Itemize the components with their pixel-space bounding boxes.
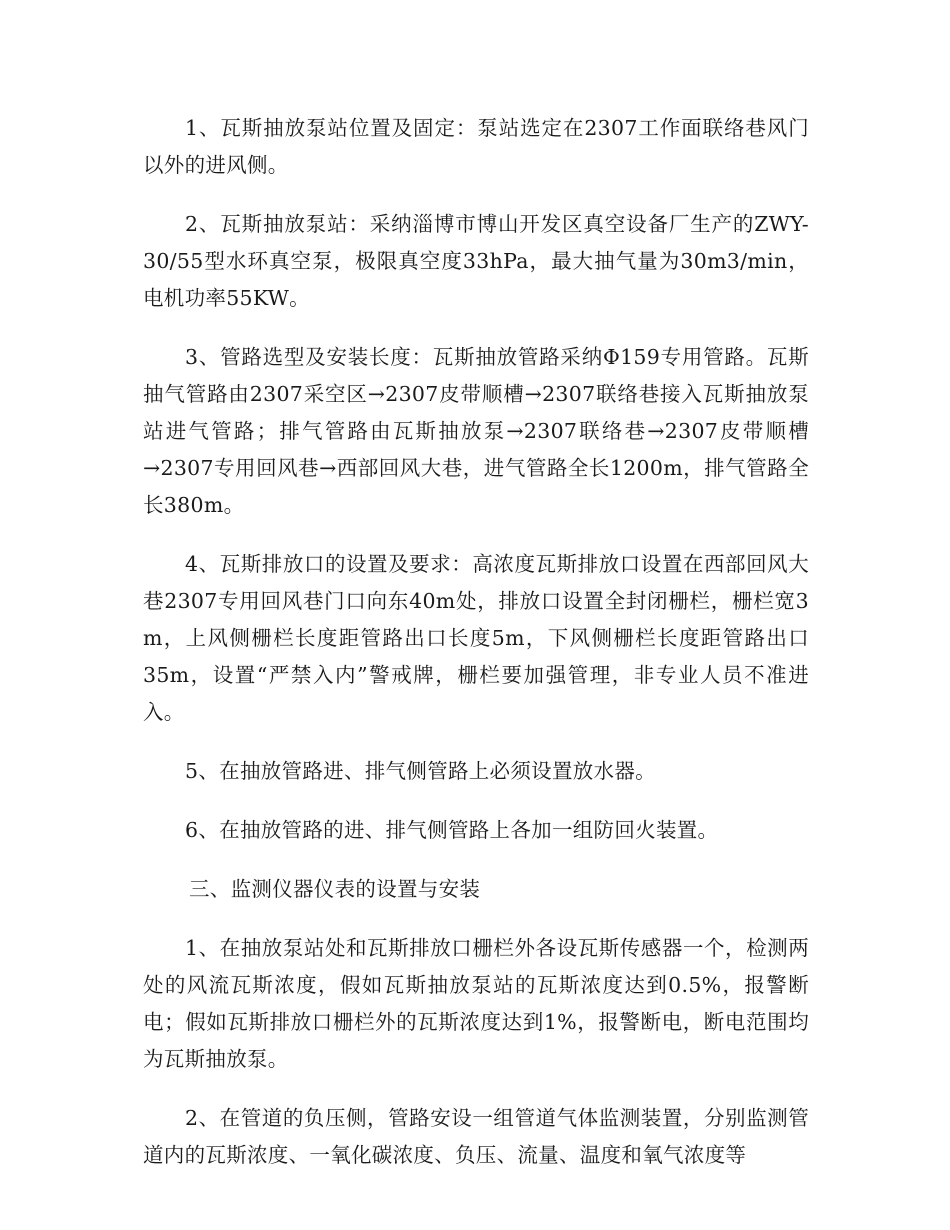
paragraph-pump-station-equipment: 2、瓦斯抽放泵站：采纳淄博市博山开发区真空设备厂生产的ZWY-30/55型水环真空泵，极限真空度33hPa，最大抽气量为30m3/min，电机功率55KW。 bbox=[143, 212, 809, 310]
paragraph-pump-station-location: 1、瓦斯抽放泵站位置及固定：泵站选定在2307工作面联络巷风门以外的进风侧。 bbox=[143, 116, 809, 177]
section-heading-monitoring: 三、监测仪器仪表的设置与安装 bbox=[189, 877, 481, 901]
paragraph-gas-sensors: 1、在抽放泵站处和瓦斯排放口栅栏外各设瓦斯传感器一个，检测两处的风流瓦斯浓度，假如瓦斯抽放泵站的瓦斯浓度达到0.5%，报警断电；假如瓦斯排放口栅栏外的瓦斯浓度达到1%，报警断电，断电范围均为瓦斯抽放泵。 bbox=[143, 936, 809, 1071]
paragraph-flashback-device: 6、在抽放管路的进、排气侧管路上各加一组防回火装置。 bbox=[185, 818, 719, 842]
paragraph-pipeline-monitoring: 2、在管道的负压侧，管路安设一组管道气体监测装置，分别监测管道内的瓦斯浓度、一氧化碳浓度、负压、流量、温度和氧气浓度等 bbox=[143, 1106, 809, 1167]
document-body bbox=[143, 110, 809, 1196]
paragraph-water-drainer: 5、在抽放管路进、排气侧管路上必须设置放水器。 bbox=[185, 759, 656, 783]
paragraph-discharge-outlet: 4、瓦斯排放口的设置及要求：高浓度瓦斯排放口设置在西部回风大巷2307专用回风巷门口向东40m处，排放口设置全封闭栅栏，栅栏宽3 m，上风侧栅栏长度距管路出口长度5m，下风侧栅栏长度距管路出口35m，设置“严禁入内”警戒牌，栅栏要加强管理，非专业人员不准进入。 bbox=[143, 552, 809, 724]
paragraph-pipeline-selection: 3、管路选型及安装长度：瓦斯抽放管路采纳Φ159专用管路。瓦斯抽气管路由2307采空区→2307皮带顺槽→2307联络巷接入瓦斯抽放泵站进气管路；排气管路由瓦斯抽放泵→2307联络巷→2307皮带顺槽→2307专用回风巷→西部回风大巷，进气管路全长1200m，排气管路全长380m。 bbox=[143, 345, 809, 517]
